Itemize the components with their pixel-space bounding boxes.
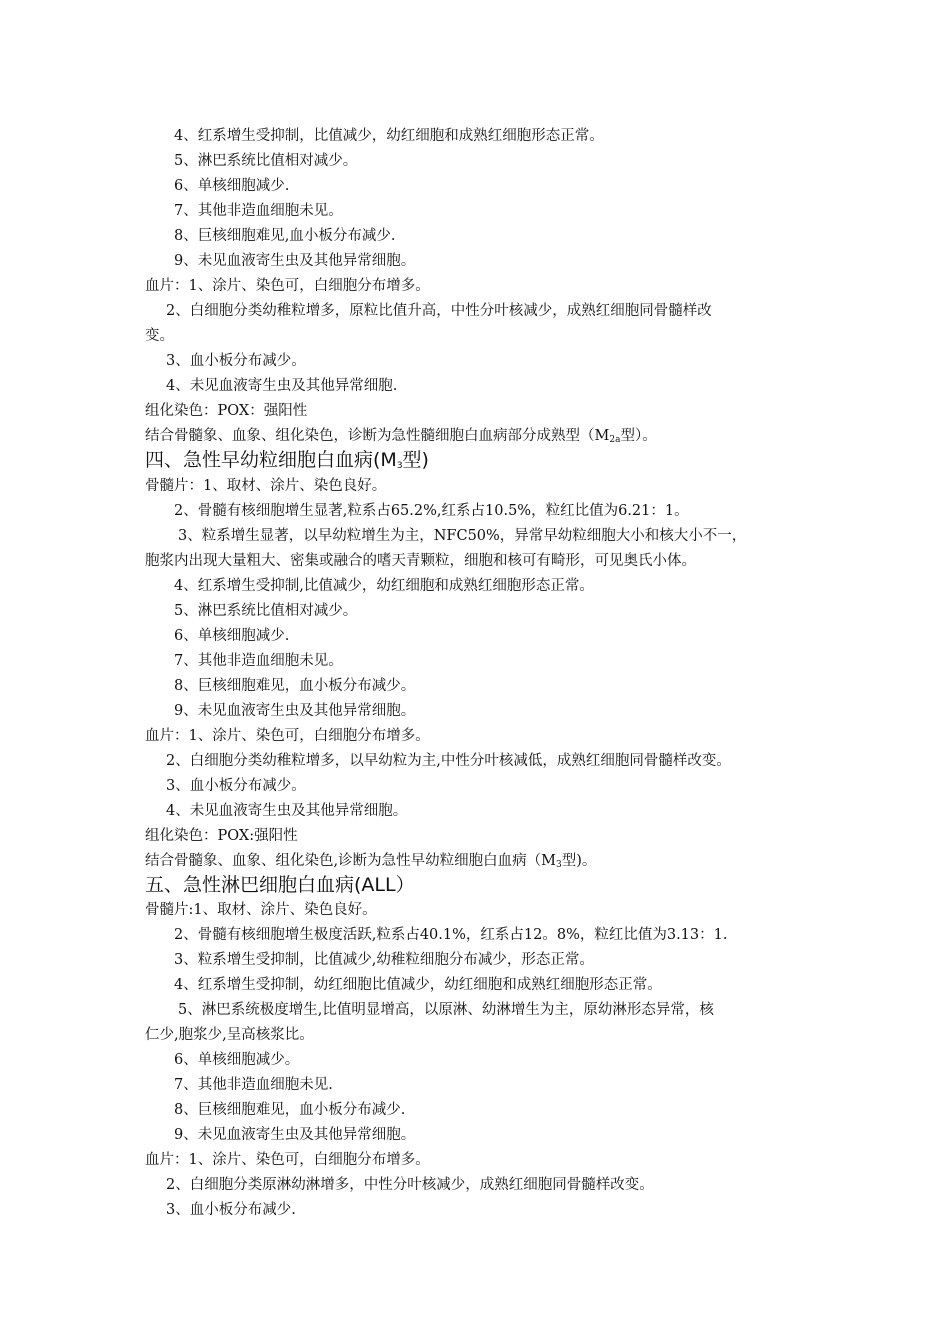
text-line: 变。: [145, 328, 174, 344]
text-part: 型）。: [620, 428, 657, 444]
text-line: [145, 426, 657, 450]
text-line: 6、单核细胞减少.: [174, 178, 290, 194]
text-line: 9、未见血液寄生虫及其他异常细胞。: [174, 703, 416, 719]
text-line: 5、淋巴系统比值相对减少。: [174, 153, 358, 169]
text-part: 结合骨髓象、血象、组化染色，诊断为急性髓细胞白血病部分成熟型（M: [145, 428, 610, 444]
text-line: 7、其他非造血细胞未见。: [174, 203, 343, 219]
text-line: 2、白细胞分类幼稚粒增多，原粒比值升高，中性分叶核减少，成熟红细胞同骨髓样改: [166, 303, 712, 319]
heading-text: 四、急性早幼粒细胞白血病(M: [145, 449, 397, 471]
subscript: 2a: [609, 435, 621, 445]
text-line: 组化染色：POX:强阳性: [145, 828, 298, 844]
text-line: 4、未见血液寄生虫及其他异常细胞.: [166, 378, 398, 394]
text-line: 2、白细胞分类原淋幼淋增多，中性分叶核减少，成熟红细胞同骨髓样改变。: [166, 1177, 654, 1193]
text-line: 8、巨核细胞难见，血小板分布减少。: [174, 678, 416, 694]
text-line: 2、白细胞分类幼稚粒增多，以早幼粒为主,中性分叶核减低，成熟红细胞同骨髓样改变。: [166, 753, 731, 769]
text-line: 3、血小板分布减少.: [166, 1202, 296, 1218]
text-part: 型)。: [561, 853, 597, 869]
text-line: 5、淋巴系统极度增生,比值明显增高，以原淋、幼淋增生为主，原幼淋形态异常，核: [178, 1002, 714, 1018]
text-line: 2、骨髓有核细胞增生显著,粒系占65.2%,红系占10.5%，粒红比值为6.21：1。: [174, 503, 689, 519]
text-line: 骨髓片：1、取材、涂片、染色良好。: [145, 478, 387, 494]
text-line: 仁少,胞浆少,呈高核浆比。: [145, 1027, 314, 1043]
text-line: 6、单核细胞减少.: [174, 628, 290, 644]
text-line: [145, 851, 596, 875]
text-line: 4、未见血液寄生虫及其他异常细胞。: [166, 803, 408, 819]
text-line: 7、其他非造血细胞未见。: [174, 653, 343, 669]
text-line: 3、粒系增生显著，以早幼粒增生为主，NFC50%，异常早幼粒细胞大小和核大小不一，: [178, 528, 747, 544]
text-part: 结合骨髓象、血象、组化染色,诊断为急性早幼粒细胞白血病（M: [145, 853, 556, 869]
subscript: 3: [555, 860, 562, 870]
text-line: 7、其他非造血细胞未见.: [174, 1077, 333, 1093]
text-line: 4、红系增生受抑制,比值减少，幼红细胞和成熟红细胞形态正常。: [174, 578, 594, 594]
text-line: 3、血小板分布减少。: [166, 353, 306, 369]
text-line: 血片：1、涂片、染色可，白细胞分布增多。: [145, 1152, 430, 1168]
text-line: 6、单核细胞减少。: [174, 1052, 300, 1068]
subscript: 3: [396, 461, 403, 471]
heading-text: 型): [402, 449, 429, 471]
text-line: 4、红系增生受抑制，幼红细胞比值减少，幼红细胞和成熟红细胞形态正常。: [174, 977, 662, 993]
text-line: 4、红系增生受抑制，比值减少，幼红细胞和成熟红细胞形态正常。: [174, 128, 604, 144]
text-line: 5、淋巴系统比值相对减少。: [174, 603, 358, 619]
text-line: 8、巨核细胞难见,血小板分布减少.: [174, 228, 396, 244]
text-line: 3、粒系增生受抑制，比值减少,幼稚粒细胞分布减少，形态正常。: [174, 952, 594, 968]
text-line: 2、骨髓有核细胞增生极度活跃,粒系占40.1%，红系占12。8%，粒红比值为3.13：1.: [174, 927, 728, 943]
text-line: 血片：1、涂片、染色可，白细胞分布增多。: [145, 728, 430, 744]
section-heading: 五、急性淋巴细胞白血病(ALL）: [145, 874, 415, 896]
text-line: 骨髓片:1、取材、涂片、染色良好。: [145, 902, 377, 918]
text-line: 3、血小板分布减少。: [166, 778, 306, 794]
text-line: 9、未见血液寄生虫及其他异常细胞。: [174, 253, 416, 269]
text-line: 8、巨核细胞难见，血小板分布减少.: [174, 1102, 406, 1118]
text-line: 组化染色：POX：强阳性: [145, 403, 308, 419]
text-line: 9、未见血液寄生虫及其他异常细胞。: [174, 1127, 416, 1143]
text-line: 胞浆内出现大量粗大、密集或融合的嗜天青颗粒，细胞和核可有畸形，可见奥氏小体。: [145, 553, 696, 569]
text-line: 血片：1、涂片、染色可，白细胞分布增多。: [145, 278, 430, 294]
section-heading: [145, 448, 429, 478]
